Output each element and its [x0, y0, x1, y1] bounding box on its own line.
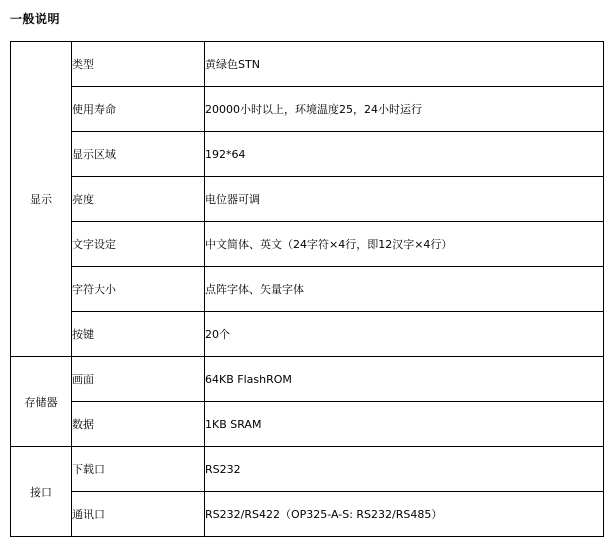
table-row: [11, 222, 604, 267]
item-label: 按键: [72, 312, 205, 357]
item-label: 画面: [72, 357, 205, 402]
item-value: 中文简体、英文（24字符×4行，即12汉字×4行）: [205, 222, 604, 267]
spec-table: [10, 41, 604, 537]
item-value: RS232: [205, 447, 604, 492]
table-row: [11, 87, 604, 132]
table-row: [11, 42, 604, 87]
group-label-storage: 存储器: [11, 357, 72, 447]
item-value: RS232/RS422（OP325-A-S: RS232/RS485）: [205, 492, 604, 537]
item-label: 类型: [72, 42, 205, 87]
table-row: [11, 492, 604, 537]
table-row: [11, 132, 604, 177]
group-label-interface: 接口: [11, 447, 72, 537]
group-label-display: 显示: [11, 42, 72, 357]
item-label: 数据: [72, 402, 205, 447]
table-row: [11, 402, 604, 447]
item-label: 字符大小: [72, 267, 205, 312]
item-label: 下载口: [72, 447, 205, 492]
table-row: [11, 357, 604, 402]
item-label: 使用寿命: [72, 87, 205, 132]
item-label: 通讯口: [72, 492, 205, 537]
item-label: 文字设定: [72, 222, 205, 267]
item-value: 20个: [205, 312, 604, 357]
item-value: 点阵字体、矢量字体: [205, 267, 604, 312]
item-value: 192*64: [205, 132, 604, 177]
item-value: 1KB SRAM: [205, 402, 604, 447]
item-value: 64KB FlashROM: [205, 357, 604, 402]
item-value: 黄绿色STN: [205, 42, 604, 87]
page-title: 一般说明: [10, 12, 61, 26]
table-row: [11, 177, 604, 222]
item-label: 显示区域: [72, 132, 205, 177]
table-row: [11, 447, 604, 492]
item-label: 亮度: [72, 177, 205, 222]
table-row: [11, 267, 604, 312]
item-value: 20000小时以上，环境温度25，24小时运行: [205, 87, 604, 132]
item-value: 电位器可调: [205, 177, 604, 222]
table-row: [11, 312, 604, 357]
